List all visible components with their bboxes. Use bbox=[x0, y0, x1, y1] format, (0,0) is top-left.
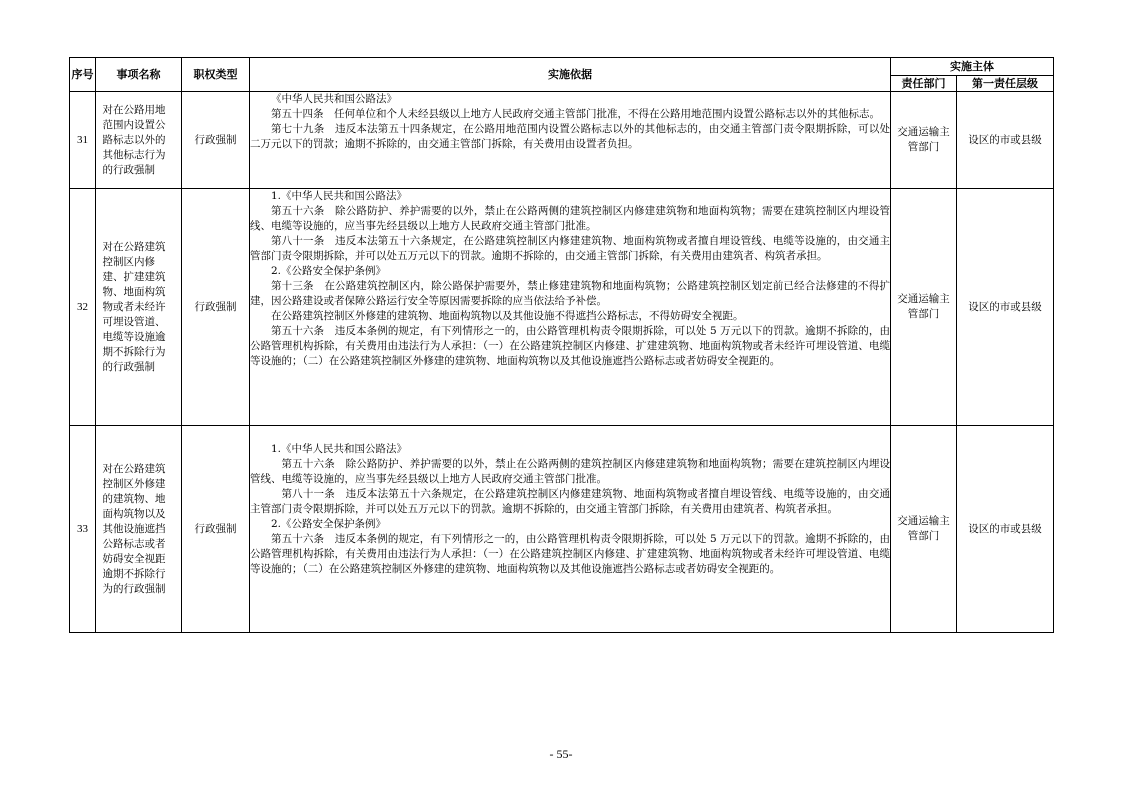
row-dept bbox=[891, 189, 957, 426]
basis-paragraph: 2.《公路安全保护条例》 bbox=[271, 518, 387, 530]
row-item-name bbox=[96, 426, 182, 633]
row-index: 32 bbox=[70, 189, 96, 426]
row-item-name bbox=[96, 92, 182, 189]
level-text: 设区的市或县级 bbox=[968, 522, 1042, 535]
row-basis bbox=[250, 92, 891, 189]
basis-paragraph: 1.《中华人民共和国公路法》 bbox=[271, 443, 408, 455]
table-row bbox=[70, 426, 1054, 633]
basis-paragraph: 《中华人民共和国公路法》 bbox=[271, 93, 397, 105]
enforcement-table bbox=[69, 57, 1054, 633]
page-number: - 55- bbox=[549, 747, 573, 761]
basis-paragraph: 在公路建筑控制区外修建的建筑物、地面构筑物以及其他设施不得遮挡公路标志，不得妨碍安全视距。 bbox=[271, 310, 744, 322]
level-text: 设区的市或县级 bbox=[968, 300, 1042, 313]
dept-text: 交通运输主管部门 bbox=[897, 126, 950, 153]
item-name-text: 对在公路建筑控制区外修建的建筑物、地面构筑物以及其他设施遮挡公路标志或者妨碍安全视距逾期不拆除行为的行政强制 bbox=[102, 462, 166, 595]
basis-paragraph: 1.《中华人民共和国公路法》 bbox=[271, 190, 408, 202]
basis-paragraph: 第五十六条 除公路防护、养护需要的以外，禁止在公路两侧的建筑控制区内修建建筑物和地面构筑物；需要在建筑控制区内埋设管线、电缆等设施的，应当事先经县级以上地方人民政府交通主管部门批准。 bbox=[250, 205, 890, 232]
row-index: 33 bbox=[70, 426, 96, 633]
dept-text: 交通运输主管部门 bbox=[897, 515, 950, 542]
basis-paragraph: 第五十四条 任何单位和个人未经县级以上地方人民政府交通主管部门批准，不得在公路用地范围内设置公路标志以外的其他标志。 bbox=[271, 108, 880, 120]
basis-paragraph: 第十三条 在公路建筑控制区内，除公路保护需要外，禁止修建建筑物和地面构筑物；公路建筑控制区划定前已经合法修建的不得扩建，因公路建设或者保障公路运行安全等原因需要拆除的应当依法给予补偿。 bbox=[250, 280, 890, 307]
row-power-type: 行政强制 bbox=[182, 426, 250, 633]
level-text: 设区的市或县级 bbox=[968, 133, 1042, 146]
row-dept bbox=[891, 92, 957, 189]
row-power-type: 行政强制 bbox=[182, 189, 250, 426]
basis-paragraph: 第五十六条 除公路防护、养护需要的以外，禁止在公路两侧的建筑控制区内修建建筑物和地面构筑物；需要在建筑控制区内埋设管线、电缆等设施的，应当事先经县级以上地方人民政府交通主管部门批准。 bbox=[250, 458, 890, 485]
header-basis: 实施依据 bbox=[250, 58, 891, 92]
row-dept bbox=[891, 426, 957, 633]
basis-paragraph: 第五十六条 违反本条例的规定，有下列情形之一的，由公路管理机构责令限期拆除，可以处 5 万元以下的罚款。逾期不拆除的，由公路管理机构拆除，有关费用由违法行为人承担：（一）在公路建筑控制区内修建、扩建建筑物、地面构筑物或者未经许可埋设管道、电缆等设施的；（二）在公路建筑控制区外修建的建筑物、地面构筑物以及其他设施遮挡公路标志或者妨碍安全视距的。 bbox=[250, 325, 890, 367]
basis-paragraph: 第五十六条 违反本条例的规定，有下列情形之一的，由公路管理机构责令限期拆除，可以处 5 万元以下的罚款。逾期不拆除的，由公路管理机构拆除，有关费用由违法行为人承担：（一）在公路建筑控制区内修建、扩建建筑物、地面构筑物或者未经许可埋设管道、电缆等设施的；（二）在公路建筑控制区外修建的建筑物、地面构筑物以及其他设施遮挡公路标志或者妨碍安全视距的。 bbox=[250, 533, 890, 575]
row-level bbox=[957, 92, 1054, 189]
table-row bbox=[70, 189, 1054, 426]
header-power-type: 职权类型 bbox=[182, 58, 250, 92]
basis-paragraph: 2.《公路安全保护条例》 bbox=[271, 265, 387, 277]
row-basis bbox=[250, 426, 891, 633]
row-item-name bbox=[96, 189, 182, 426]
row-power-type: 行政强制 bbox=[182, 92, 250, 189]
row-basis bbox=[250, 189, 891, 426]
header-level: 第一责任层级 bbox=[957, 76, 1054, 92]
header-subject: 实施主体 bbox=[891, 58, 1054, 76]
header-dept: 责任部门 bbox=[891, 76, 957, 92]
basis-paragraph: 第八十一条 违反本法第五十六条规定，在公路建筑控制区内修建建筑物、地面构筑物或者擅自埋设管线、电缆等设施的，由交通主管部门责令限期拆除，并可以处五万元以下的罚款。逾期不拆除的，由交通主管部门拆除，有关费用由建筑者、构筑者承担。 bbox=[250, 235, 890, 262]
dept-text: 交通运输主管部门 bbox=[897, 293, 950, 320]
basis-paragraph: 第八十一条 违反本法第五十六条规定，在公路建筑控制区内修建建筑物、地面构筑物或者擅自埋设管线、电缆等设施的，由交通主管部门责令限期拆除，并可以处五万元以下的罚款。逾期不拆除的，由交通主管部门拆除，有关费用由建筑者、构筑者承担。 bbox=[250, 488, 890, 515]
header-item-name: 事项名称 bbox=[96, 58, 182, 92]
item-name-text: 对在公路用地范围内设置公路标志以外的其他标志行为的行政强制 bbox=[102, 103, 166, 176]
row-level bbox=[957, 426, 1054, 633]
row-index: 31 bbox=[70, 92, 96, 189]
row-level bbox=[957, 189, 1054, 426]
header-index: 序号 bbox=[70, 58, 96, 92]
table-row bbox=[70, 92, 1054, 189]
basis-paragraph: 第七十九条 违反本法第五十四条规定，在公路用地范围内设置公路标志以外的其他标志的，由交通主管部门责令限期拆除，可以处二万元以下的罚款；逾期不拆除的，由交通主管部门拆除，有关费用由设置者负担。 bbox=[250, 123, 890, 150]
item-name-text: 对在公路建筑控制区内修建、扩建建筑物、地面构筑物或者未经许可埋设管道、电缆等设施逾期不拆除行为的行政强制 bbox=[102, 240, 166, 373]
